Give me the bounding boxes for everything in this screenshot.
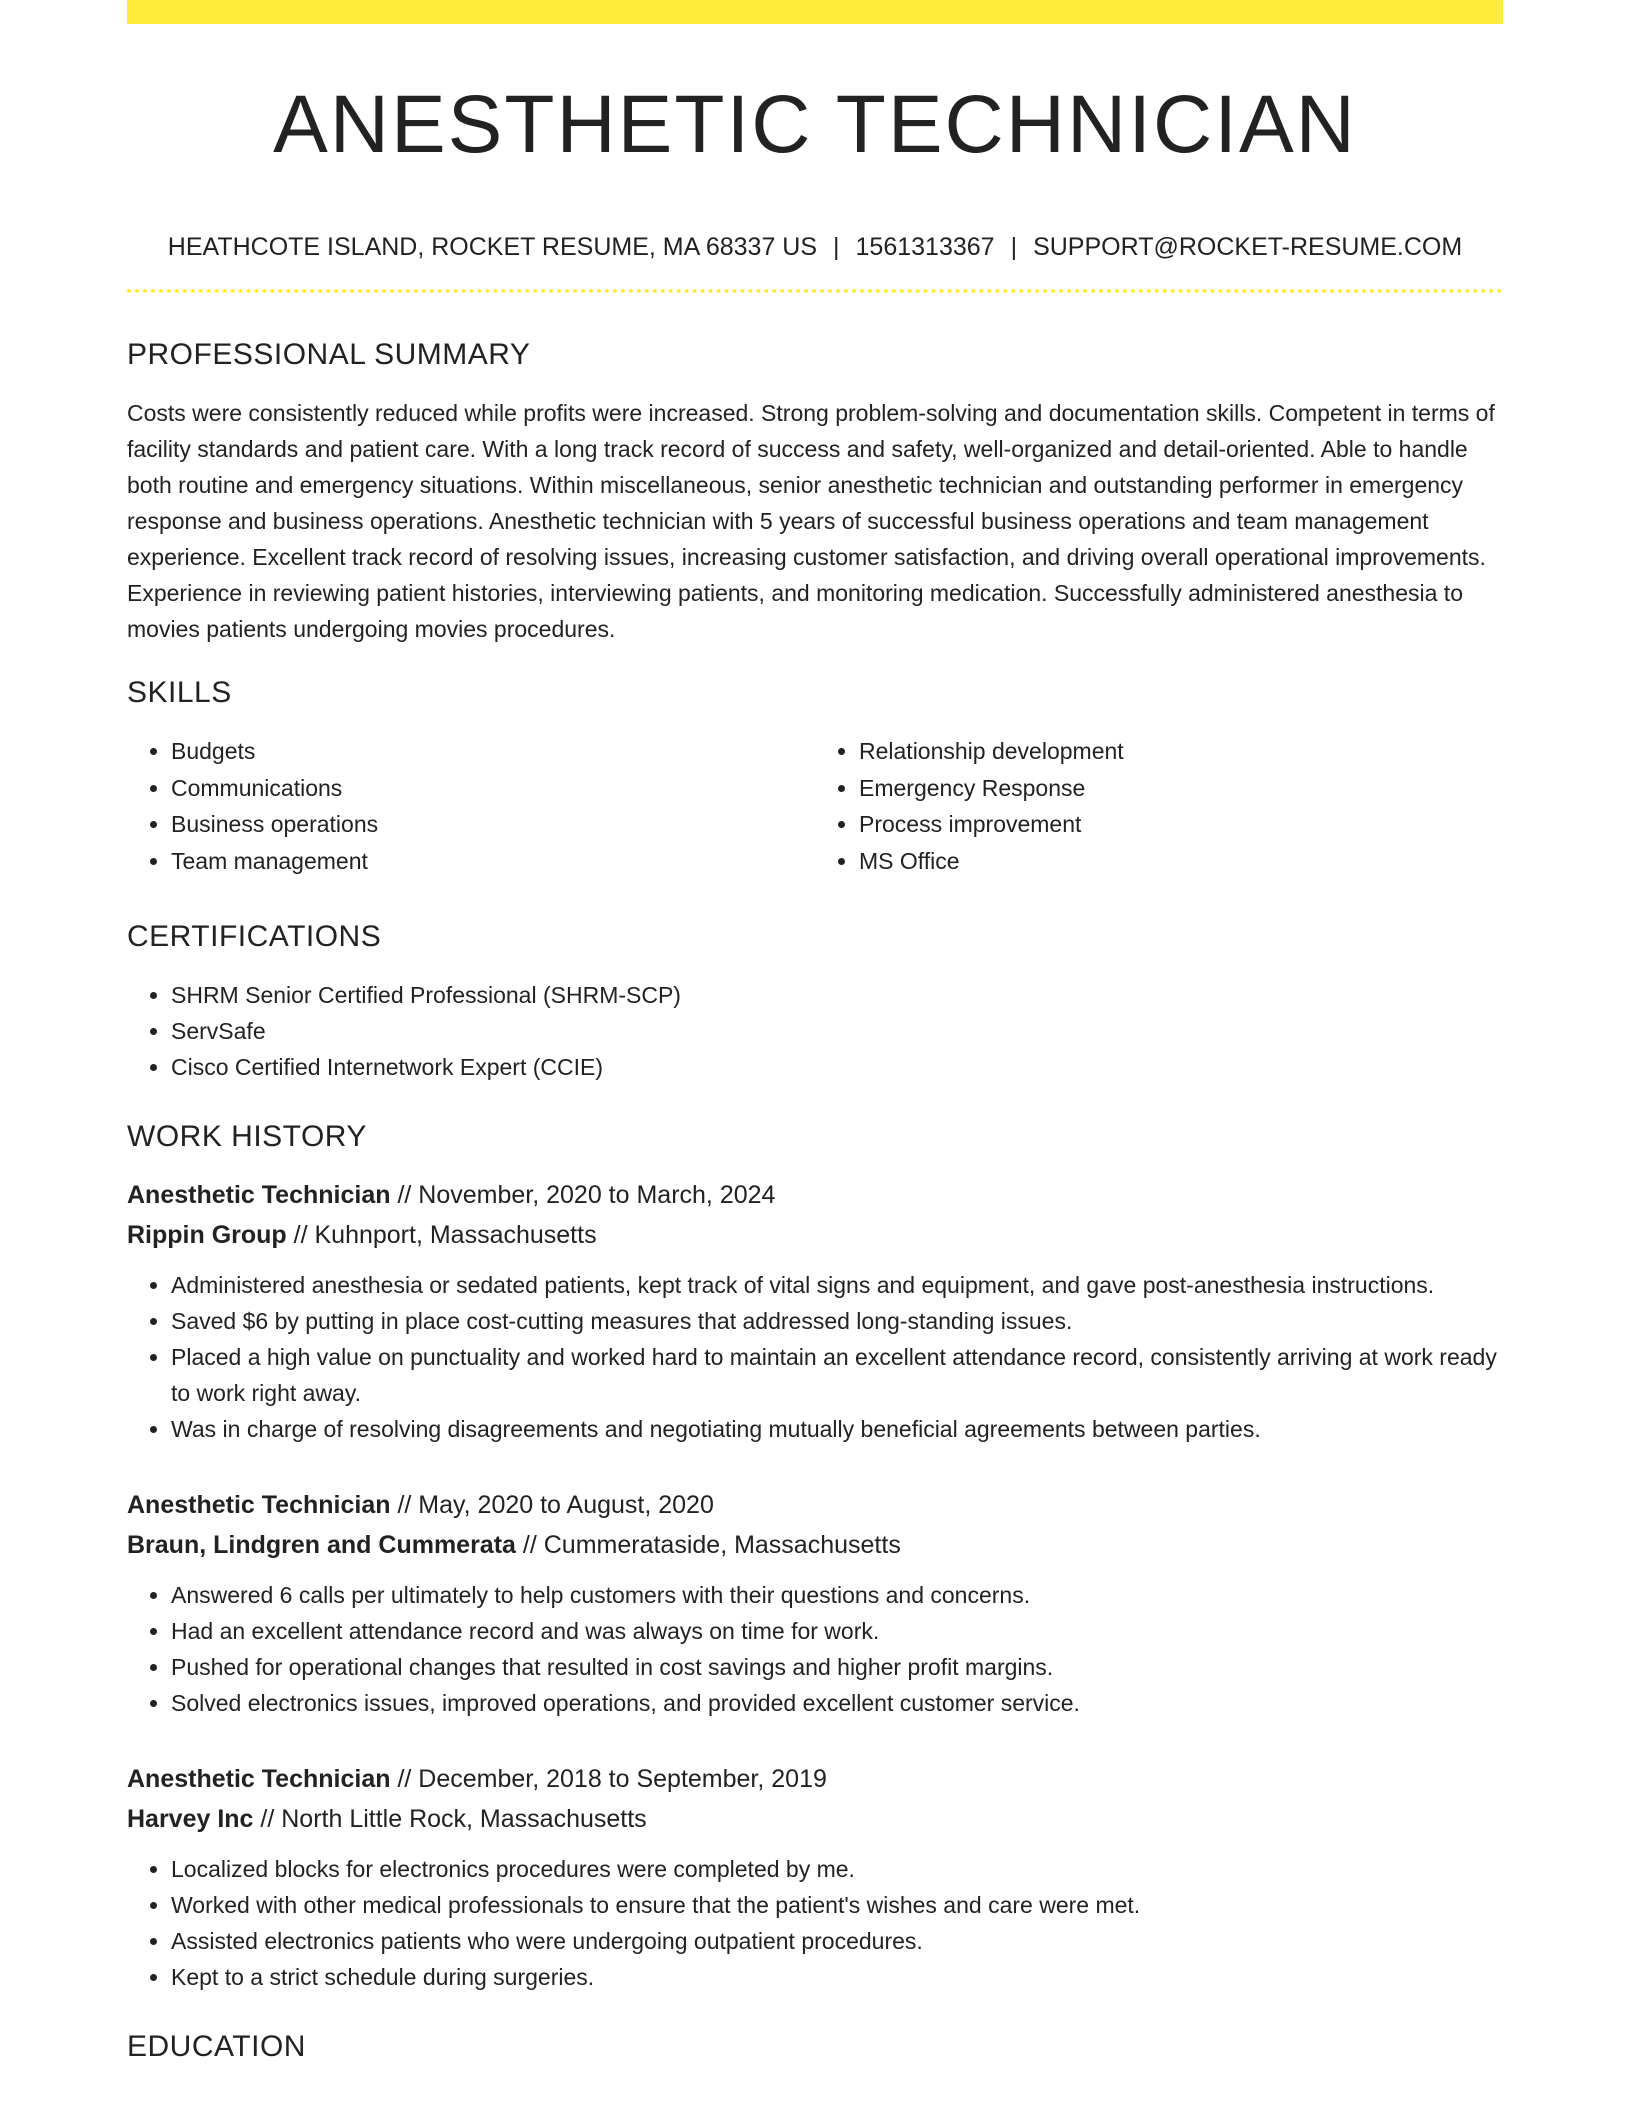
job-duty-item: • Was in charge of resolving disagreements and negotiating mutually beneficial agreements between parties. (171, 1411, 1503, 1447)
contact-phone: 1561313367 (855, 233, 995, 262)
skill-item: • Relationship development (859, 733, 1503, 770)
contact-separator: | (1010, 233, 1018, 262)
work-history-heading: WORK HISTORY (127, 1120, 367, 1154)
job-company: Rippin Group (127, 1221, 287, 1250)
job-role: Anesthetic Technician (127, 1765, 391, 1794)
certification-item: • Cisco Certified Internetwork Expert (CCIE) (171, 1049, 1503, 1085)
job-duty-item: • Localized blocks for electronics procedures were completed by me. (171, 1851, 1503, 1887)
job-entry (127, 1485, 1503, 1721)
skills-column-left (127, 733, 815, 879)
job-role-line (127, 1485, 1503, 1525)
job-duty-item: • Administered anesthesia or sedated patients, kept track of vital signs and equipment, and gave post-anesthesia instructions. (171, 1267, 1503, 1303)
skill-item: • MS Office (859, 843, 1503, 880)
job-duty-item: • Answered 6 calls per ultimately to help customers with their questions and concerns. (171, 1577, 1503, 1613)
skill-item: • Communications (171, 770, 815, 807)
skill-item: • Budgets (171, 733, 815, 770)
summary-text: Costs were consistently reduced while profits were increased. Strong problem-solving and documentation skills. Competent in terms of facility standards and patient care. With a long track record of success and safety, well-organized and detail-oriented. Able to handle both routine and emergency situations. Within miscellaneous, senior anesthetic technician and outstanding performer in emergency response and business operations. Anesthetic technician with 5 years of successful business operations and team management experience. Excellent track record of resolving issues, increasing customer satisfaction, and driving overall operational improvements. Experience in reviewing patient histories, interviewing patients, and monitoring medication. Successfully administered anesthesia to movies patients undergoing movies procedures. (127, 400, 1495, 643)
job-role-line (127, 1175, 1503, 1215)
job-location: // Kuhnport, Massachusetts (286, 1221, 597, 1250)
job-company-line (127, 1799, 1503, 1839)
top-accent-bar (127, 0, 1503, 24)
contact-email[interactable]: SUPPORT@ROCKET-RESUME.COM (1033, 233, 1463, 262)
resume-page (127, 0, 1503, 2065)
job-role: Anesthetic Technician (127, 1181, 391, 1210)
job-dates: // December, 2018 to September, 2019 (390, 1765, 827, 1794)
certifications-list (127, 977, 1503, 1085)
skill-item: • Business operations (171, 806, 815, 843)
skills-list (127, 733, 1503, 879)
job-duty-item: • Saved $6 by putting in place cost-cutting measures that addressed long-standing issues. (171, 1303, 1503, 1339)
job-duties-list (127, 1267, 1503, 1447)
dotted-divider (127, 289, 1503, 293)
skills-column-right (815, 733, 1503, 879)
job-duties-list (127, 1851, 1503, 1995)
job-duties-list (127, 1577, 1503, 1721)
job-duty-item: • Assisted electronics patients who were undergoing outpatient procedures. (171, 1923, 1503, 1959)
summary-heading: PROFESSIONAL SUMMARY (127, 338, 531, 372)
job-duty-item: • Had an excellent attendance record and was always on time for work. (171, 1613, 1503, 1649)
job-entry (127, 1759, 1503, 1995)
job-location: // North Little Rock, Massachusetts (253, 1805, 647, 1834)
certifications-heading: CERTIFICATIONS (127, 920, 382, 954)
job-entry (127, 1175, 1503, 1447)
skill-item: • Emergency Response (859, 770, 1503, 807)
candidate-title: ANESTHETIC TECHNICIAN (273, 79, 1357, 170)
job-duty-item: • Worked with other medical professionals to ensure that the patient's wishes and care were met. (171, 1887, 1503, 1923)
skill-item: • Process improvement (859, 806, 1503, 843)
certification-item: • ServSafe (171, 1013, 1503, 1049)
job-company-line (127, 1525, 1503, 1565)
job-duty-item: • Kept to a strict schedule during surgeries. (171, 1959, 1503, 1995)
job-company-line (127, 1215, 1503, 1255)
education-heading: EDUCATION (127, 2030, 306, 2064)
job-role: Anesthetic Technician (127, 1491, 391, 1520)
job-company: Braun, Lindgren and Cummerata (127, 1531, 516, 1560)
certification-item: • SHRM Senior Certified Professional (SHRM-SCP) (171, 977, 1503, 1013)
contact-separator: | (833, 233, 840, 262)
skills-heading: SKILLS (127, 676, 232, 710)
job-dates: // November, 2020 to March, 2024 (390, 1181, 776, 1210)
job-dates: // May, 2020 to August, 2020 (390, 1491, 714, 1520)
job-duty-item: • Placed a high value on punctuality and worked hard to maintain an excellent attendance record, consistently arriving at work ready to work right away. (171, 1339, 1503, 1411)
job-duty-item: • Solved electronics issues, improved operations, and provided excellent customer service. (171, 1685, 1503, 1721)
job-role-line (127, 1759, 1503, 1799)
job-location: // Cummerataside, Massachusetts (515, 1531, 901, 1560)
contact-line (127, 232, 1503, 262)
job-company: Harvey Inc (127, 1805, 254, 1834)
contact-address: HEATHCOTE ISLAND, ROCKET RESUME, MA 68337 US (167, 233, 818, 262)
job-duty-item: • Pushed for operational changes that resulted in cost savings and higher profit margins. (171, 1649, 1503, 1685)
skill-item: • Team management (171, 843, 815, 880)
